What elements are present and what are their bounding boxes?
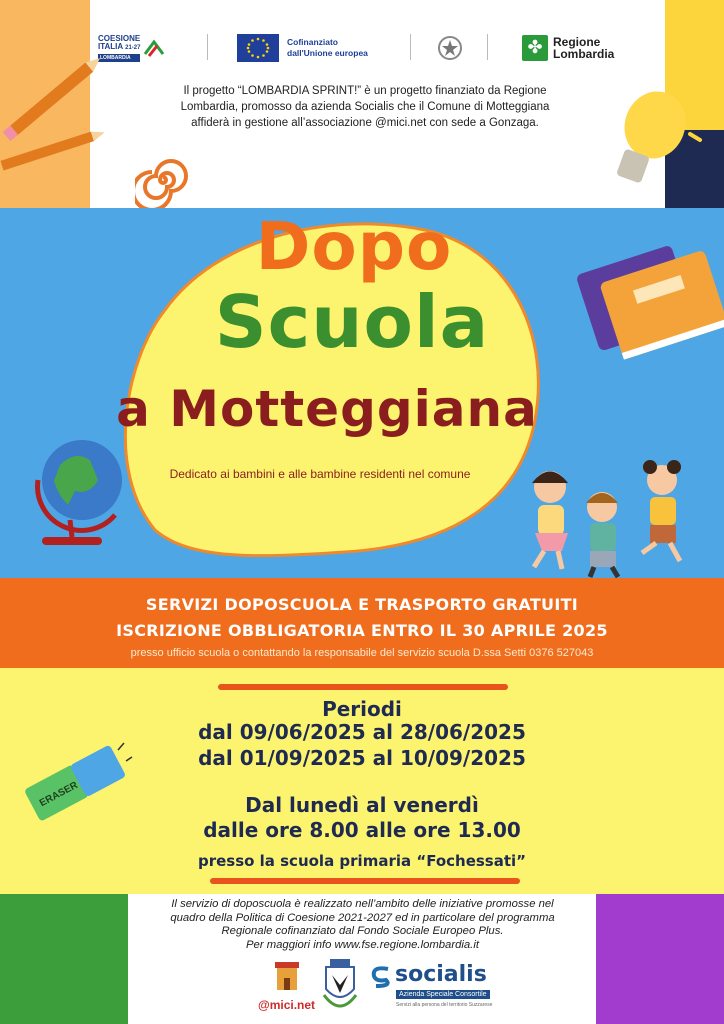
books-illustration bbox=[575, 225, 724, 360]
intro-line: affiderà in gestione all’associazione @mici.net con sede a Gonzaga. bbox=[191, 117, 539, 129]
bottom-left-green-block bbox=[0, 894, 128, 1024]
italian-republic-emblem bbox=[437, 28, 467, 68]
motteggiana-coat-of-arms-icon bbox=[318, 955, 362, 1017]
logo-separator bbox=[487, 34, 488, 60]
partner-logos bbox=[90, 28, 635, 68]
services-heading: SERVIZI DOPOSCUOLA E TRASPORTO GRATUITI bbox=[145, 595, 579, 614]
footer-line: quadro della Politica di Coesione 2021-2027 ed in particolare del programma bbox=[170, 911, 555, 924]
socialis-logo bbox=[368, 962, 518, 1012]
socialis-tagline: Servizi alla persona del territorio Suzzarese bbox=[396, 1002, 493, 1008]
socialis-subtitle: Azienda Speciale Consortile bbox=[396, 990, 490, 999]
globe-illustration bbox=[20, 425, 130, 550]
socialis-name: socialis bbox=[395, 962, 487, 987]
logo-separator bbox=[207, 34, 208, 60]
eraser-label: ERASER bbox=[37, 779, 80, 810]
coesione-arrow-icon bbox=[143, 38, 165, 58]
intro-line: Il progetto “LOMBARDIA SPRINT!” è un progetto finanziato da Regione bbox=[183, 85, 547, 97]
town-tower-icon bbox=[272, 958, 302, 992]
place-text: presso la scuola primaria “Fochessati” bbox=[197, 852, 527, 870]
brush-stroke-bottom bbox=[210, 878, 520, 884]
days-text: Dal lunedì al venerdì bbox=[245, 793, 479, 817]
title-scuola: Scuola bbox=[214, 280, 490, 364]
title-motteggiana: a Motteggiana bbox=[116, 380, 538, 438]
period-1: dal 09/06/2025 al 28/06/2025 bbox=[198, 720, 526, 744]
registration-contact: presso ufficio scuola o contattando la responsabile del servizio scuola D.ssa Setti 0376 527043 bbox=[130, 647, 594, 659]
title-dopo: Dopo bbox=[255, 208, 453, 285]
kid-boy bbox=[586, 492, 618, 577]
coesione-years: 21-27 bbox=[125, 44, 141, 51]
eu-line2: dall'Unione europea bbox=[287, 48, 368, 58]
eu-logo bbox=[237, 28, 387, 68]
footer-line: Regionale cofinanziato dal Fondo Sociale Europeo Plus. bbox=[221, 925, 504, 937]
logo-separator bbox=[410, 34, 411, 60]
regione-line2: Lombardia bbox=[553, 47, 615, 61]
coesione-line1: COESIONE bbox=[98, 33, 141, 43]
intro-paragraph bbox=[140, 83, 590, 131]
republic-emblem-icon bbox=[437, 34, 463, 62]
periods-heading: Periodi bbox=[322, 697, 402, 721]
footer-link[interactable]: Per maggiori info www.fse.regione.lombardia.it bbox=[246, 938, 479, 951]
footer-line: Il servizio di doposcuola è realizzato nell’ambito delle iniziative promosse nel bbox=[171, 898, 554, 910]
kid-girl bbox=[532, 471, 568, 569]
coesione-line2: ITALIA bbox=[98, 41, 123, 51]
registration-heading: ISCRIZIONE OBBLIGATORIA ENTRO IL 30 APRILE 2025 bbox=[116, 621, 608, 640]
period-2: dal 01/09/2025 al 10/09/2025 bbox=[198, 746, 526, 770]
amici-logo: @mici.net bbox=[258, 998, 316, 1012]
footer-paragraph bbox=[130, 898, 595, 952]
title-subtitle: Dedicato ai bambini e alle bambine residenti nel comune bbox=[169, 467, 471, 481]
coesione-region: LOMBARDIA bbox=[98, 54, 140, 62]
eu-line1: Cofinanziato bbox=[287, 37, 338, 47]
socialis-mark-icon bbox=[368, 964, 394, 990]
hours-text: dalle ore 8.00 alle ore 13.00 bbox=[203, 818, 521, 842]
kids-illustration bbox=[510, 455, 710, 580]
eraser-illustration bbox=[18, 735, 133, 830]
light-bulb-illustration bbox=[600, 60, 710, 190]
pencils-illustration bbox=[0, 50, 120, 180]
intro-line: Lombardia, promosso da azienda Socialis che il Comune di Motteggiana bbox=[180, 101, 550, 113]
kid-girl-2 bbox=[642, 460, 681, 561]
brush-stroke-top bbox=[218, 684, 508, 690]
regione-cross-icon: ✤ bbox=[522, 35, 548, 61]
bottom-right-purple-block bbox=[596, 894, 724, 1024]
regione-line1: Regione bbox=[553, 35, 601, 49]
eu-flag-icon bbox=[237, 34, 279, 62]
